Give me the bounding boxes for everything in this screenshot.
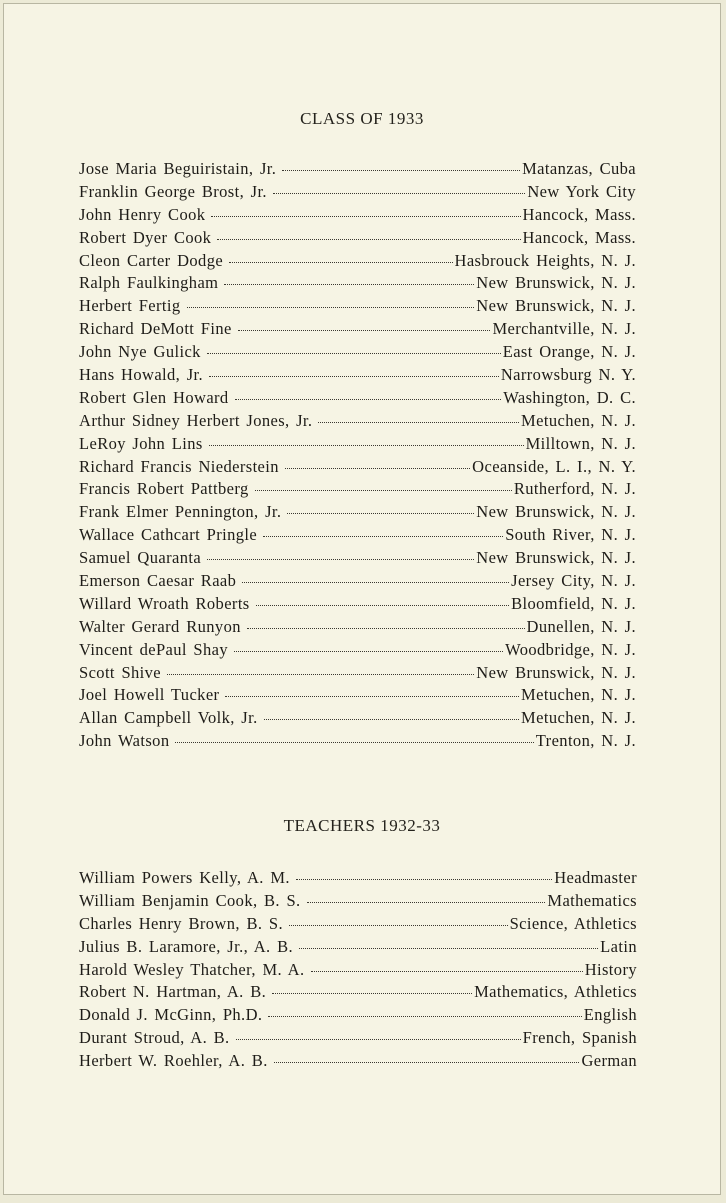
- student-row: [79, 708, 636, 731]
- teacher-row: [79, 868, 637, 891]
- dot-leader: [207, 559, 474, 560]
- dot-leader: [167, 674, 474, 675]
- student-row-name: Francis Robert Pattberg: [79, 479, 249, 499]
- teacher-row-name: Donald J. McGinn, Ph.D.: [79, 1005, 263, 1025]
- dot-leader: [209, 445, 524, 446]
- teacher-row: [79, 960, 637, 983]
- student-row: [79, 685, 636, 708]
- teacher-row: [79, 1051, 637, 1074]
- dot-leader: [256, 605, 509, 606]
- teachers-heading: TEACHERS 1932-33: [283, 816, 441, 835]
- student-row: [79, 731, 636, 754]
- student-row-name: Hans Howald, Jr.: [79, 365, 204, 385]
- dot-leader: [264, 719, 519, 720]
- dot-leader: [242, 582, 509, 583]
- student-row-name: John Nye Gulick: [79, 342, 201, 362]
- dot-leader: [217, 239, 520, 240]
- student-row-place: Metuchen, N. J.: [521, 708, 636, 728]
- student-row: [79, 525, 636, 548]
- student-row-place: Metuchen, N. J.: [521, 685, 636, 705]
- dot-leader: [282, 170, 520, 171]
- teacher-row-subject: English: [583, 1005, 637, 1025]
- student-row-name: Richard Francis Niederstein: [79, 456, 279, 476]
- dot-leader: [311, 971, 583, 972]
- teacher-row: [79, 937, 637, 960]
- student-row: [79, 594, 636, 617]
- student-row-place: Trenton, N. J.: [535, 731, 636, 751]
- student-row: [79, 159, 636, 182]
- student-row: [79, 502, 636, 525]
- student-row-name: Jose Maria Beguiristain, Jr.: [79, 159, 277, 178]
- student-row: [79, 342, 636, 365]
- dot-leader: [224, 284, 474, 285]
- dot-leader: [272, 993, 472, 994]
- dot-leader: [225, 696, 519, 697]
- dot-leader: [263, 536, 503, 537]
- student-row-name: Vincent dePaul Shay: [79, 639, 228, 659]
- student-row-name: Arthur Sidney Herbert Jones, Jr.: [79, 410, 313, 430]
- student-row-name: LeRoy John Lins: [79, 433, 203, 453]
- student-row-place: New York City: [527, 181, 636, 201]
- student-row-place: South River, N. J.: [505, 525, 636, 545]
- dot-leader: [274, 1062, 580, 1063]
- student-row: [79, 457, 636, 480]
- student-row-place: Oceanside, L. I., N. Y.: [472, 456, 636, 476]
- dot-leader: [307, 902, 546, 903]
- teacher-row-name: William Powers Kelly, A. M.: [79, 868, 290, 887]
- student-row-name: Joel Howell Tucker: [79, 685, 220, 705]
- teacher-row: [79, 1028, 637, 1051]
- teacher-row-name: Durant Stroud, A. B.: [79, 1028, 230, 1048]
- student-row-name: Richard DeMott Fine: [79, 319, 232, 339]
- student-row: [79, 182, 636, 205]
- student-row-name: Allan Campbell Volk, Jr.: [79, 708, 258, 728]
- student-row-place: Rutherford, N. J.: [513, 479, 636, 499]
- student-row: [79, 411, 636, 434]
- teacher-row-subject: Mathematics: [547, 890, 637, 910]
- teacher-row-name: Julius B. Laramore, Jr., A. B.: [79, 936, 294, 956]
- student-row: [79, 479, 636, 502]
- teacher-row: [79, 1005, 637, 1028]
- student-row: [79, 319, 636, 342]
- student-row: [79, 228, 636, 251]
- student-row-place: New Brunswick, N. J.: [476, 502, 636, 522]
- teacher-row-name: Herbert W. Roehler, A. B.: [79, 1051, 268, 1071]
- student-row-place: Hancock, Mass.: [522, 204, 636, 224]
- dot-leader: [207, 353, 501, 354]
- dot-leader: [229, 262, 452, 263]
- dot-leader: [289, 925, 508, 926]
- student-row-name: Emerson Caesar Raab: [79, 571, 237, 591]
- student-row-name: Herbert Fertig: [79, 296, 181, 316]
- dot-leader: [209, 376, 499, 377]
- teacher-row-name: Harold Wesley Thatcher, M. A.: [79, 959, 305, 979]
- student-row-name: Willard Wroath Roberts: [79, 593, 250, 613]
- teacher-row: [79, 914, 637, 937]
- student-row-name: Cleon Carter Dodge: [79, 250, 224, 270]
- dot-leader: [175, 742, 533, 743]
- dot-leader: [296, 879, 552, 880]
- dot-leader: [273, 193, 525, 194]
- teacher-row-subject: Science, Athletics: [509, 913, 637, 933]
- teacher-row-name: Charles Henry Brown, B. S.: [79, 913, 284, 933]
- student-row-place: New Brunswick, N. J.: [476, 273, 636, 293]
- yearbook-page: [3, 3, 721, 1195]
- student-row: [79, 365, 636, 388]
- teacher-row-subject: History: [584, 959, 637, 979]
- teacher-row-subject: French, Spanish: [522, 1028, 637, 1048]
- student-row-place: Matanzas, Cuba: [522, 159, 636, 178]
- student-row: [79, 548, 636, 571]
- student-row-place: Washington, D. C.: [503, 387, 636, 407]
- teacher-row-name: William Benjamin Cook, B. S.: [79, 890, 301, 910]
- dot-leader: [187, 307, 475, 308]
- dot-leader: [247, 628, 525, 629]
- class-of-1933-heading: CLASS OF 1933: [300, 109, 424, 128]
- student-row-place: Metuchen, N. J.: [521, 410, 636, 430]
- student-row-name: Scott Shive: [79, 662, 162, 682]
- dot-leader: [238, 330, 491, 331]
- student-row-place: Hasbrouck Heights, N. J.: [454, 250, 636, 270]
- student-list: [79, 159, 636, 754]
- student-row: [79, 617, 636, 640]
- student-row-name: John Henry Cook: [79, 204, 206, 224]
- student-row-place: Bloomfield, N. J.: [511, 593, 636, 613]
- teacher-row-subject: Mathematics, Athletics: [474, 982, 637, 1002]
- student-row-place: East Orange, N. J.: [502, 342, 636, 362]
- dot-leader: [236, 1039, 521, 1040]
- teacher-row: [79, 982, 637, 1005]
- teacher-list: [79, 868, 637, 1074]
- dot-leader: [211, 216, 520, 217]
- student-row-place: Merchantville, N. J.: [492, 319, 636, 339]
- student-row-name: Walter Gerard Runyon: [79, 616, 241, 636]
- student-row-name: Franklin George Brost, Jr.: [79, 181, 267, 201]
- student-row: [79, 273, 636, 296]
- student-row-name: John Watson: [79, 731, 170, 751]
- dot-leader: [235, 399, 502, 400]
- student-row: [79, 663, 636, 686]
- dot-leader: [268, 1016, 581, 1017]
- student-row-place: Hancock, Mass.: [522, 227, 636, 247]
- student-row-name: Ralph Faulkingham: [79, 273, 219, 293]
- student-row-place: New Brunswick, N. J.: [476, 296, 636, 316]
- student-row-place: Dunellen, N. J.: [526, 616, 636, 636]
- student-row: [79, 640, 636, 663]
- dot-leader: [318, 422, 519, 423]
- student-row-place: New Brunswick, N. J.: [476, 548, 636, 568]
- student-row: [79, 296, 636, 319]
- student-row-name: Samuel Quaranta: [79, 548, 202, 568]
- dot-leader: [287, 513, 474, 514]
- teacher-row: [79, 891, 637, 914]
- dot-leader: [285, 468, 470, 469]
- student-row-name: Frank Elmer Pennington, Jr.: [79, 502, 282, 522]
- dot-leader: [299, 948, 598, 949]
- student-row-place: Narrowsburg N. Y.: [500, 365, 636, 385]
- student-row: [79, 205, 636, 228]
- student-row: [79, 571, 636, 594]
- student-row-place: Woodbridge, N. J.: [505, 639, 636, 659]
- student-row-place: New Brunswick, N. J.: [476, 662, 636, 682]
- teacher-row-subject: Latin: [600, 936, 637, 956]
- student-row-name: Robert Dyer Cook: [79, 227, 212, 247]
- student-row-name: Wallace Cathcart Pringle: [79, 525, 258, 545]
- student-row-place: Milltown, N. J.: [525, 433, 636, 453]
- student-row: [79, 388, 636, 411]
- student-row-name: Robert Glen Howard: [79, 387, 229, 407]
- dot-leader: [234, 651, 503, 652]
- student-row-place: Jersey City, N. J.: [511, 571, 636, 591]
- teacher-row-subject: Headmaster: [554, 868, 637, 887]
- teacher-row-subject: German: [581, 1051, 637, 1071]
- student-row: [79, 251, 636, 274]
- teacher-row-name: Robert N. Hartman, A. B.: [79, 982, 267, 1002]
- student-row: [79, 434, 636, 457]
- dot-leader: [255, 490, 512, 491]
